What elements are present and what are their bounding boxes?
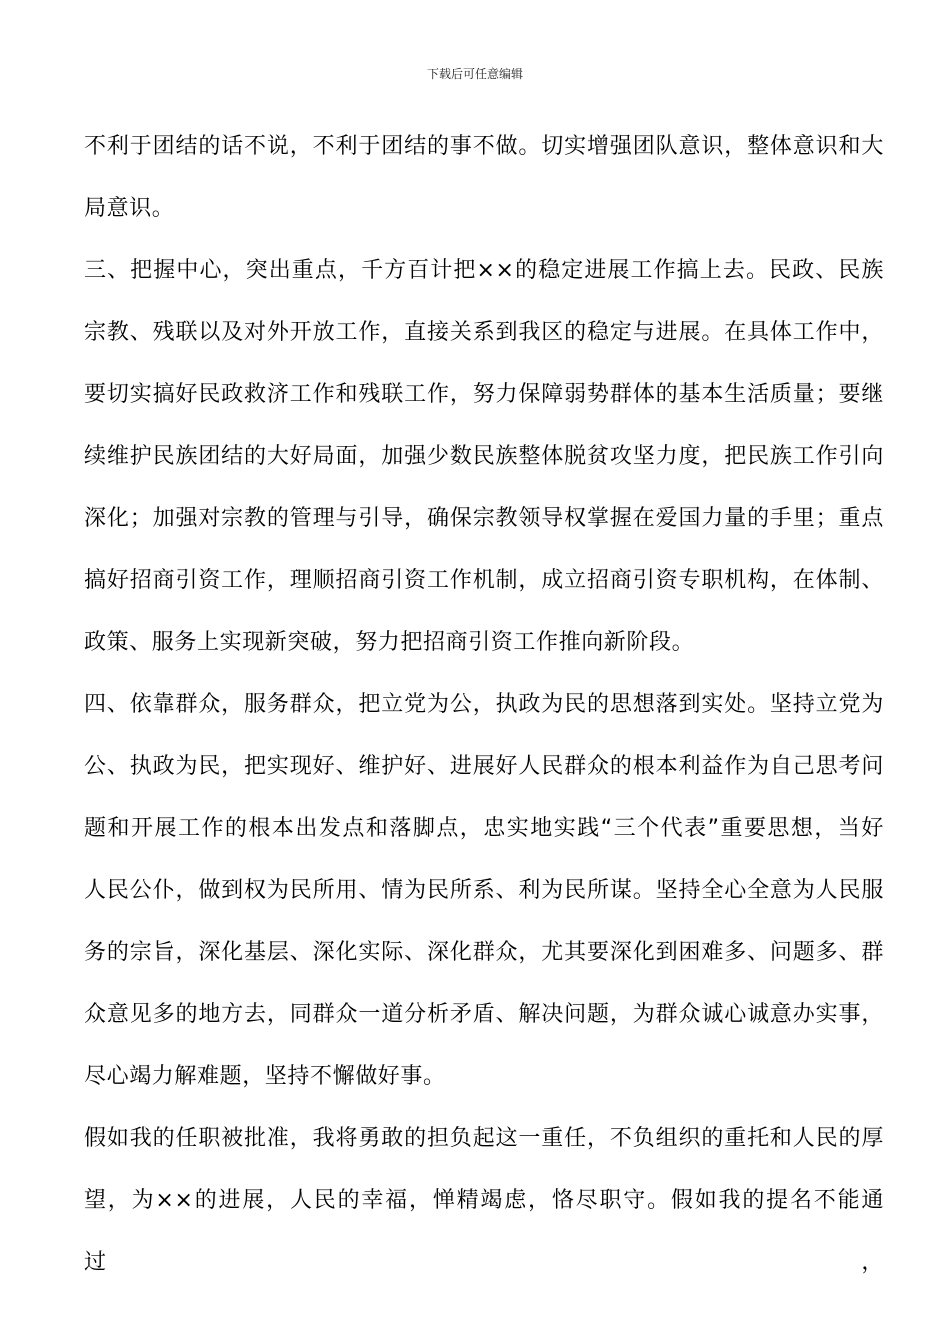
text-line: 搞好招商引资工作，理顺招商引资工作机制，成立招商引资专职机构，在体制、 bbox=[84, 568, 884, 593]
text-line: 不利于团结的话不说，不利于团结的事不做。切实增强团队意识，整体意识和大 bbox=[84, 134, 884, 159]
text-line: 人民公仆，做到权为民所用、情为民所系、利为民所谋。坚持全心全意为人民服 bbox=[84, 878, 884, 903]
page-header-note: 下载后可任意编辑 bbox=[426, 67, 523, 81]
text-line: 假如我的任职被批准，我将勇敢的担负起这一重任，不负组织的重托和人民的厚 bbox=[84, 1126, 884, 1151]
text-line: 三、把握中心，突出重点，千方百计把××的稳定进展工作搞上去。民政、民族 bbox=[84, 258, 884, 283]
text-line: 尽心竭力解难题，坚持不懈做好事。 bbox=[84, 1064, 446, 1089]
text-line: 宗教、残联以及对外开放工作，直接关系到我区的稳定与进展。在具体工作中， bbox=[84, 320, 884, 345]
document-body bbox=[84, 116, 884, 1275]
text-line: 要切实搞好民政救济工作和残联工作，努力保障弱势群体的基本生活质量；要继 bbox=[84, 382, 884, 407]
text-line: 众意见多的地方去，同群众一道分析矛盾、解决问题，为群众诚心诚意办实事， bbox=[84, 1002, 884, 1027]
text-line: 续维护民族团结的大好局面，加强少数民族整体脱贫攻坚力度，把民族工作引向 bbox=[84, 444, 884, 469]
text-line: 题和开展工作的根本出发点和落脚点，忠实地实践“三个代表”重要思想，当好 bbox=[84, 816, 884, 841]
text-line: 深化；加强对宗教的管理与引导，确保宗教领导权掌握在爱国力量的手里；重点 bbox=[84, 506, 884, 531]
text-line: 望，为××的进展，人民的幸福，惮精竭虑，恪尽职守。假如我的提名不能通过， bbox=[84, 1188, 884, 1275]
text-line: 局意识。 bbox=[84, 196, 175, 221]
text-line: 务的宗旨，深化基层、深化实际、深化群众，尤其要深化到困难多、问题多、群 bbox=[84, 940, 884, 965]
text-line: 政策、服务上实现新突破，努力把招商引资工作推向新阶段。 bbox=[84, 630, 695, 655]
text-line: 四、依靠群众，服务群众，把立党为公，执政为民的思想落到实处。坚持立党为 bbox=[84, 692, 884, 717]
text-line: 公、执政为民，把实现好、维护好、进展好人民群众的根本利益作为自己思考问 bbox=[84, 754, 884, 779]
